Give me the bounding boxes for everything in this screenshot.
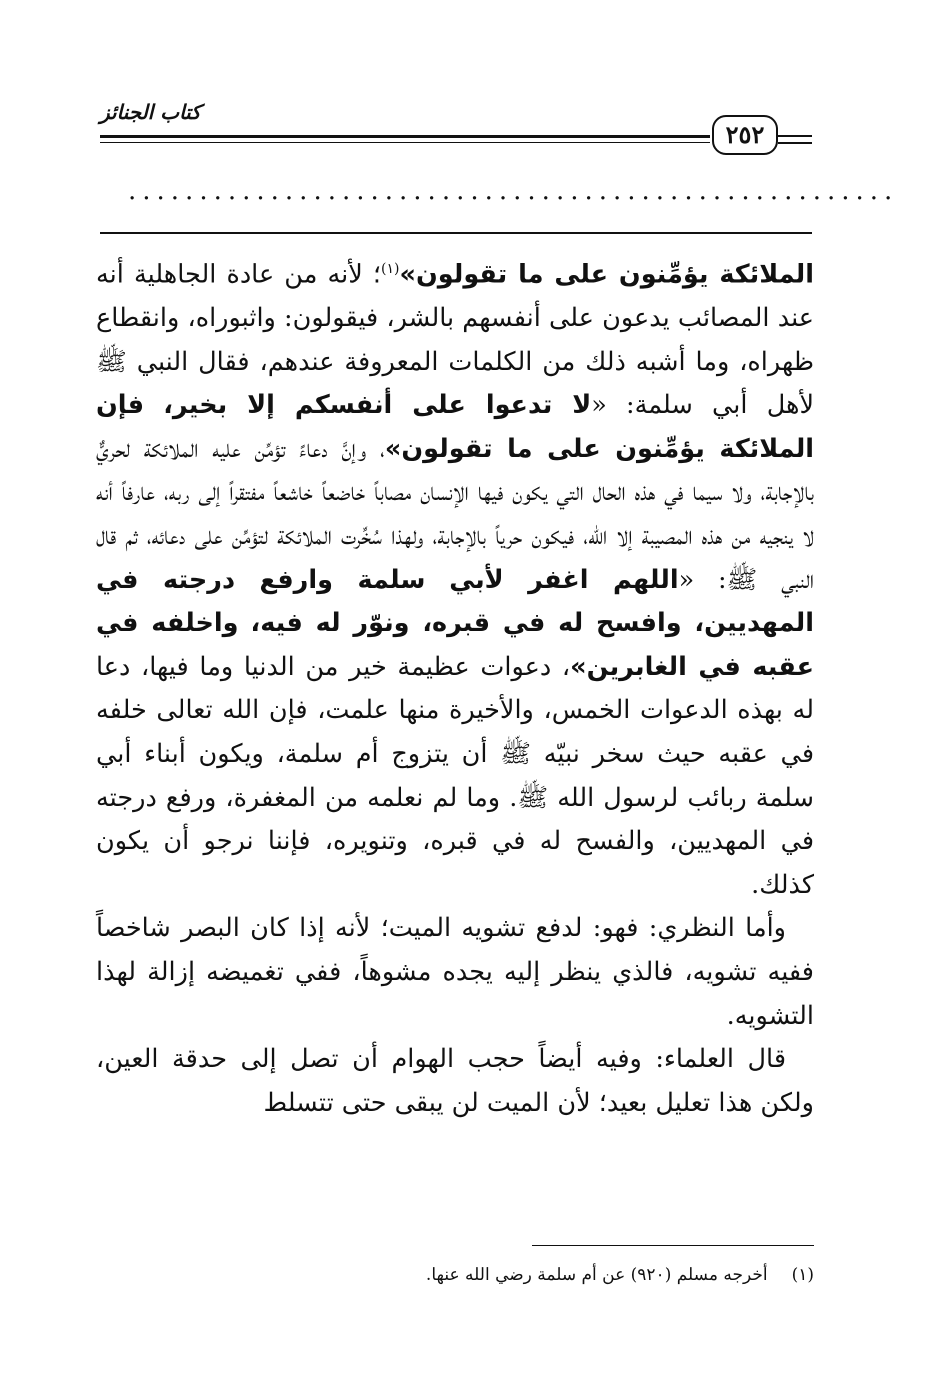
hadith-quote: الملائكة يؤمِّنون على ما تقولون» <box>399 259 814 290</box>
body-line: قال العلماء: وفيه أيضاً حجب الهوام أن تصل إلى حدقة <box>172 1044 787 1075</box>
paragraph-1 <box>96 248 814 907</box>
header-rule-thin <box>100 142 710 143</box>
body-line: ، دعوات عظيمة خير من الدنيا وما <box>199 651 571 682</box>
paragraph-3 <box>96 1038 814 1125</box>
dotted-separator: ...................................................... <box>128 176 899 206</box>
content-separator <box>100 232 812 234</box>
book-title: كتاب الجنائز <box>100 100 201 124</box>
body-line: الملائكة لتؤمِّن على دعائه، ثم قال النبي ﷺ: « <box>96 521 814 595</box>
body-line: فإن الله تعالى خلفه في عقبه حيث سخر نبيّه ﷺ أن يتزوج أم <box>96 695 815 770</box>
header-rule-thick <box>100 135 710 138</box>
body-line: قبره، وتنويره، فإننا نرجو أن يكون كذلك. <box>96 826 814 900</box>
hadith-quote: لا تدعوا على أنفسكم إلا بخير، <box>163 390 592 421</box>
body-line: الإنسان مصاباً خاضعاً خاشعاً مفتقراً إلى ربه، عارفاً أنه لا ينجيه <box>96 477 814 552</box>
body-line: شاخصاً ففيه تشويه، فالذي ينظر إليه يجده مشوهاً، ففي تغميضه <box>96 913 814 987</box>
header-rule-right-bottom <box>778 142 812 144</box>
header-rule-right-top <box>778 135 812 137</box>
body-line: ، وإنَّ دعاءً تؤمِّن عليه <box>212 433 385 464</box>
hadith-quote: اللهم اغفر لأبي <box>449 564 679 595</box>
body-line: عند المصائب يدعون على أنفسهم بالشر، فيقولون: واثبوراه، <box>187 303 814 334</box>
footnote-separator <box>532 1245 814 1246</box>
page-header <box>100 95 812 161</box>
body-line: سلمة، ويكون أبناء أبي سلمة ربائب لرسول الله ﷺ. وما لم <box>96 739 814 813</box>
body-line: نعلمه من المغفرة، ورفع درجته في المهديين، والفسح له في <box>96 782 815 857</box>
body-line: وأما النظري: فهو: لدفع تشويه الميت؛ لأنه إذا كان البصر <box>181 913 786 944</box>
body-line: الملائكة لحريٌّ بالإجابة، ولا سيما في هذه الحال التي يكون فيها <box>96 433 814 508</box>
footnote-text: أخرجه مسلم (٩٢٠) عن أم سلمة رضي الله عنها. <box>425 1265 768 1285</box>
body-line: من هذه المصيبة إلا الله، فيكون حرياً بالإجابة، ولهذا سُخِّرت <box>341 521 751 552</box>
body-line: فيها، دعا له بهذه الدعوات الخمس، والأخيرة منها علمت، <box>96 651 814 726</box>
footnote <box>300 1262 814 1292</box>
hadith-quote: واخلفه في عقبه في الغابرين» <box>96 608 814 682</box>
body-line: ؛ لأنه من عادة الجاهلية أنه <box>96 259 382 290</box>
hadith-quote: فإن الملائكة يؤمِّنون على ما تقولون» <box>96 390 815 464</box>
paragraph-2 <box>96 907 814 1038</box>
hadith-quote: سلمة وارفع درجته في المهديين، وافسح له في قبره، ونوّر له فيه، <box>96 564 814 639</box>
body-line: العين، ولكن هذا تعليل بعيد؛ لأن الميت لن يبقى حتى تتسلط <box>96 1044 814 1118</box>
page-number-box: ٢٥٢ <box>712 115 778 155</box>
body-line: وانقطاع ظهراه، وما أشبه ذلك من الكلمات المعروفة عندهم، <box>96 303 815 377</box>
body-line: فقال النبي ﷺ لأهل أبي سلمة: « <box>96 346 814 421</box>
footnote-number: (١) <box>791 1265 814 1285</box>
body-line: إزالة لهذا التشويه. <box>96 957 814 1031</box>
body-text <box>96 248 814 1125</box>
footnote-marker: (١) <box>381 261 400 277</box>
